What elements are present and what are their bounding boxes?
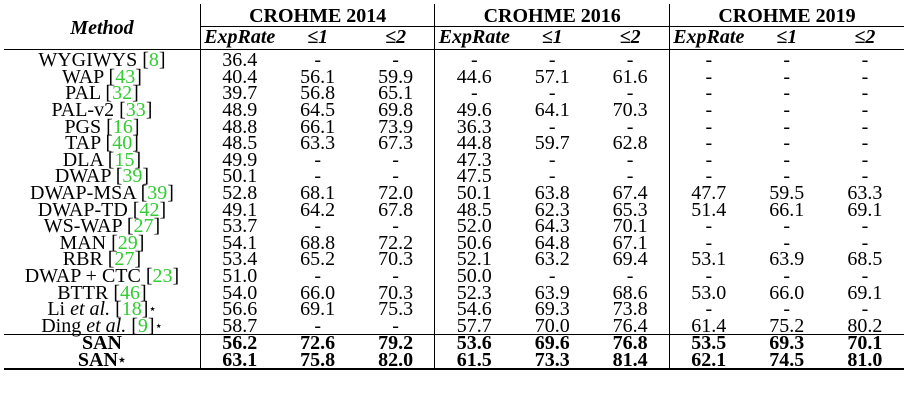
value-cell: 68.6 <box>612 281 648 304</box>
method-name: SAN <box>77 348 118 371</box>
method-name-cell: DWAP-TD [42] <box>37 198 167 221</box>
value-cell: 53.6 <box>435 335 513 352</box>
value-cell: - <box>669 301 747 318</box>
value-cell: 76.4 <box>612 314 648 337</box>
table-row <box>4 352 904 370</box>
method-name: RBR <box>62 248 103 271</box>
method-name: DLA <box>62 148 103 171</box>
value-cell: 53.5 <box>669 335 747 352</box>
value-cell: 69.1 <box>847 281 883 304</box>
method-name: MAN <box>59 231 107 254</box>
value-cell: 61.6 <box>612 65 648 88</box>
method-header: Method <box>4 4 200 50</box>
value-cell: 52.8 <box>200 185 278 202</box>
value-cell: 59.5 <box>769 182 805 205</box>
value-cell: - <box>783 49 791 72</box>
value-cell: - <box>548 115 556 138</box>
value-cell: 80.2 <box>847 314 883 337</box>
citation-link[interactable]: 43 <box>115 65 136 88</box>
value-cell: - <box>783 65 791 88</box>
value-cell: 64.3 <box>534 215 570 238</box>
value-cell: - <box>548 49 556 72</box>
method-name: PAL <box>65 82 101 105</box>
method-name-cell: WYGIWYS [8] <box>38 49 166 72</box>
value-cell: - <box>783 82 791 105</box>
citation-link[interactable]: 46 <box>120 281 141 304</box>
citation-link[interactable]: 8 <box>148 49 159 72</box>
value-cell: - <box>669 235 747 252</box>
value-cell: 52.0 <box>435 218 513 235</box>
value-cell: - <box>548 265 556 288</box>
citation-link[interactable]: 15 <box>114 148 135 171</box>
value-cell: 62.8 <box>612 132 648 155</box>
method-name: PAL-v2 <box>51 99 115 122</box>
value-cell: - <box>392 314 399 337</box>
value-cell: - <box>861 82 869 105</box>
value-cell: - <box>783 132 791 155</box>
value-cell: - <box>392 265 399 288</box>
value-cell: - <box>392 165 399 188</box>
value-cell: 49.9 <box>200 152 278 169</box>
value-cell: - <box>669 218 747 235</box>
value-cell: 72.6 <box>279 335 357 352</box>
citation-link[interactable]: 40 <box>112 132 133 155</box>
value-cell: 73.9 <box>378 115 414 138</box>
value-cell: 48.9 <box>200 102 278 119</box>
subheader-le1: ≤1 <box>279 27 357 50</box>
value-cell: - <box>669 168 747 185</box>
citation-link[interactable]: 39 <box>122 165 143 188</box>
value-cell: 57.1 <box>534 65 570 88</box>
value-cell: 66.0 <box>300 281 336 304</box>
citation-link[interactable]: 39 <box>147 182 168 205</box>
citation-link[interactable]: 32 <box>112 82 133 105</box>
value-cell: 53.7 <box>200 218 278 235</box>
value-cell: - <box>314 148 322 171</box>
value-cell: 50.0 <box>435 268 513 285</box>
value-cell: 40.4 <box>200 69 278 86</box>
method-name: SAN <box>81 332 122 355</box>
value-cell: 56.2 <box>200 335 278 352</box>
value-cell: 44.6 <box>435 69 513 86</box>
subheader-le1: ≤1 <box>513 27 591 50</box>
value-cell: 54.0 <box>200 284 278 301</box>
value-cell: 56.1 <box>300 65 336 88</box>
value-cell: 50.1 <box>435 185 513 202</box>
value-cell: 59.7 <box>534 132 570 155</box>
subheader-le2: ≤2 <box>591 27 669 50</box>
value-cell: 44.8 <box>435 135 513 152</box>
value-cell: 69.1 <box>300 298 336 321</box>
subheader-exprate: ExpRate <box>200 27 278 50</box>
value-cell: - <box>548 165 556 188</box>
method-name-cell: RBR [27] <box>62 248 142 271</box>
method-name: BTTR <box>57 281 109 304</box>
method-name: PGS <box>64 115 102 138</box>
value-cell: - <box>861 65 869 88</box>
value-cell: 68.5 <box>847 248 883 271</box>
star-marker: ⋆ <box>154 317 163 333</box>
value-cell: 53.4 <box>200 251 278 268</box>
citation-link[interactable]: 27 <box>114 248 135 271</box>
group-header-crohme-2016: CROHME 2016 <box>435 4 670 27</box>
method-name: WAP <box>62 65 104 88</box>
results-table-body <box>4 50 904 370</box>
value-cell: 47.7 <box>669 185 747 202</box>
value-cell: - <box>783 99 791 122</box>
value-cell: 53.1 <box>669 251 747 268</box>
value-cell: 63.8 <box>534 182 570 205</box>
value-cell: - <box>861 132 869 155</box>
value-cell: 73.8 <box>612 298 648 321</box>
value-cell: - <box>314 314 322 337</box>
method-name: DWAP-MSA <box>30 182 136 205</box>
method-name: WS-WAP <box>43 215 122 238</box>
value-cell: 81.0 <box>826 352 904 370</box>
method-name-cell: WAP [43] <box>62 65 142 88</box>
value-cell: 50.1 <box>200 168 278 185</box>
value-cell: 63.9 <box>769 248 805 271</box>
value-cell: 66.0 <box>769 281 805 304</box>
value-cell: 75.3 <box>378 298 414 321</box>
value-cell: 48.5 <box>200 135 278 152</box>
value-cell: 63.1 <box>200 352 278 370</box>
value-cell: - <box>783 265 791 288</box>
value-cell: - <box>861 115 869 138</box>
value-cell: 64.5 <box>300 99 336 122</box>
value-cell: - <box>783 298 791 321</box>
value-cell: 79.2 <box>357 335 435 352</box>
value-cell: 59.9 <box>378 65 414 88</box>
citation-link[interactable]: 42 <box>139 198 160 221</box>
value-cell: - <box>861 165 869 188</box>
value-cell: 61.5 <box>435 352 513 370</box>
value-cell: 67.4 <box>612 182 648 205</box>
method-name-cell: DLA [15] <box>62 148 142 171</box>
method-name-cell: WS-WAP [27] <box>43 215 161 238</box>
citation-link[interactable]: 29 <box>117 231 138 254</box>
value-cell: - <box>626 82 634 105</box>
value-cell: 39.7 <box>200 85 278 102</box>
value-cell: - <box>392 148 399 171</box>
value-cell: 67.1 <box>612 231 648 254</box>
method-name: DWAP <box>54 165 111 188</box>
value-cell: 67.8 <box>378 198 414 221</box>
value-cell: 48.8 <box>200 118 278 135</box>
value-cell: - <box>861 215 869 238</box>
value-cell: 69.3 <box>748 335 826 352</box>
method-name-cell: PAL [32] <box>65 82 139 105</box>
method-name: Ding <box>41 314 87 337</box>
value-cell: 70.1 <box>612 215 648 238</box>
value-cell: 69.8 <box>378 99 414 122</box>
value-cell: 47.5 <box>435 168 513 185</box>
value-cell: 62.1 <box>669 352 747 370</box>
value-cell: 72.0 <box>378 182 414 205</box>
value-cell: 52.1 <box>435 251 513 268</box>
citation-link[interactable]: 9 <box>137 314 148 337</box>
value-cell: - <box>626 165 634 188</box>
value-cell: 65.3 <box>612 198 648 221</box>
value-cell: 36.3 <box>435 118 513 135</box>
value-cell: - <box>669 268 747 285</box>
value-cell: 72.2 <box>378 231 414 254</box>
value-cell: - <box>392 49 399 72</box>
value-cell: 70.0 <box>534 314 570 337</box>
value-cell: - <box>392 215 399 238</box>
value-cell: - <box>626 148 634 171</box>
value-cell: - <box>669 102 747 119</box>
value-cell: 62.3 <box>534 198 570 221</box>
value-cell: - <box>861 298 869 321</box>
value-cell: - <box>626 115 634 138</box>
value-cell: - <box>861 231 869 254</box>
method-name-cell: TAP [40] <box>65 132 139 155</box>
value-cell: 56.8 <box>300 82 336 105</box>
table-row <box>4 102 904 119</box>
value-cell: - <box>783 165 791 188</box>
value-cell: - <box>669 135 747 152</box>
value-cell: - <box>669 85 747 102</box>
citation-link[interactable]: 33 <box>125 99 146 122</box>
value-cell: - <box>783 148 791 171</box>
star-marker: ⋆ <box>117 351 127 367</box>
method-name-cell: PGS [16] <box>64 115 140 138</box>
value-cell: 66.1 <box>300 115 336 138</box>
citation-link[interactable]: 27 <box>133 215 154 238</box>
method-name-cell: DWAP-MSA [39] <box>30 182 174 205</box>
value-cell: 50.6 <box>435 235 513 252</box>
group-header-crohme-2014: CROHME 2014 <box>200 4 435 27</box>
method-name: TAP <box>65 132 101 155</box>
value-cell: 54.6 <box>435 301 513 318</box>
method-name: DWAP-TD <box>37 198 128 221</box>
subheader-le2: ≤2 <box>826 27 904 50</box>
value-cell: 65.2 <box>300 248 336 271</box>
value-cell: 75.8 <box>279 352 357 370</box>
value-cell: 58.7 <box>200 318 278 335</box>
subheader-le1: ≤1 <box>748 27 826 50</box>
value-cell: - <box>435 50 513 69</box>
value-cell: 61.4 <box>669 318 747 335</box>
value-cell: - <box>669 152 747 169</box>
table-row <box>4 118 904 135</box>
value-cell: - <box>314 265 322 288</box>
method-name-italic: et al. <box>70 298 111 321</box>
citation-link[interactable]: 23 <box>152 265 173 288</box>
value-cell: 70.1 <box>826 335 904 352</box>
value-cell: 63.3 <box>300 132 336 155</box>
value-cell: 70.3 <box>378 281 414 304</box>
value-cell: - <box>783 115 791 138</box>
method-name-cell: DWAP + CTC [23] <box>24 265 180 288</box>
value-cell: 69.1 <box>847 198 883 221</box>
value-cell: 63.2 <box>534 248 570 271</box>
value-cell: 53.0 <box>669 284 747 301</box>
value-cell: 73.3 <box>513 352 591 370</box>
value-cell: - <box>783 231 791 254</box>
citation-link[interactable]: 18 <box>121 298 142 321</box>
value-cell: 56.6 <box>200 301 278 318</box>
value-cell: 67.3 <box>378 132 414 155</box>
value-cell: - <box>314 49 322 72</box>
value-cell: 69.4 <box>612 248 648 271</box>
results-table <box>4 4 904 370</box>
value-cell: - <box>669 50 747 69</box>
value-cell: 64.1 <box>534 99 570 122</box>
value-cell: 47.3 <box>435 152 513 169</box>
value-cell: - <box>669 69 747 86</box>
value-cell: 51.0 <box>200 268 278 285</box>
value-cell: 69.6 <box>513 335 591 352</box>
value-cell: - <box>548 148 556 171</box>
method-name: Li <box>47 298 71 321</box>
value-cell: 81.4 <box>591 352 669 370</box>
value-cell: - <box>548 82 556 105</box>
value-cell: 52.3 <box>435 284 513 301</box>
value-cell: 76.8 <box>591 335 669 352</box>
group-header-crohme-2019: CROHME 2019 <box>669 4 904 27</box>
value-cell: 66.1 <box>769 198 805 221</box>
method-name-cell: Li et al. [18]⋆ <box>47 298 157 321</box>
citation-link[interactable]: 16 <box>112 115 133 138</box>
value-cell: 68.8 <box>300 231 336 254</box>
value-cell: 54.1 <box>200 235 278 252</box>
value-cell: 82.0 <box>357 352 435 370</box>
value-cell: 57.7 <box>435 318 513 335</box>
value-cell: - <box>861 265 869 288</box>
value-cell: - <box>861 99 869 122</box>
method-name-italic: et al. <box>86 314 127 337</box>
subheader-le2: ≤2 <box>357 27 435 50</box>
value-cell: 48.5 <box>435 201 513 218</box>
value-cell: 70.3 <box>378 248 414 271</box>
method-name-cell: DWAP [39] <box>54 165 150 188</box>
value-cell: 74.5 <box>748 352 826 370</box>
method-name: DWAP + CTC <box>24 265 141 288</box>
value-cell: 70.3 <box>612 99 648 122</box>
method-name-cell <box>4 348 200 371</box>
value-cell: - <box>314 165 322 188</box>
value-cell: 64.2 <box>300 198 336 221</box>
value-cell: 63.3 <box>847 182 883 205</box>
value-cell: 51.4 <box>669 201 747 218</box>
subheader-exprate: ExpRate <box>435 27 513 50</box>
value-cell: 65.1 <box>378 82 414 105</box>
value-cell: - <box>861 49 869 72</box>
method-name: WYGIWYS <box>38 49 138 72</box>
value-cell: 63.9 <box>534 281 570 304</box>
star-marker: ⋆ <box>148 301 157 317</box>
value-cell: 49.6 <box>435 102 513 119</box>
value-cell: - <box>626 49 634 72</box>
value-cell: - <box>626 265 634 288</box>
method-name-cell: Ding et al. [9]⋆ <box>41 314 163 337</box>
value-cell: - <box>314 215 322 238</box>
method-name-cell: MAN [29] <box>59 231 145 254</box>
table-row <box>4 69 904 86</box>
value-cell: - <box>435 85 513 102</box>
subheader-exprate: ExpRate <box>669 27 747 50</box>
value-cell: 68.1 <box>300 182 336 205</box>
value-cell: 75.2 <box>769 314 805 337</box>
value-cell: 49.1 <box>200 201 278 218</box>
value-cell: - <box>669 118 747 135</box>
method-name-cell: PAL-v2 [33] <box>51 99 153 122</box>
value-cell: - <box>783 215 791 238</box>
value-cell: 36.4 <box>200 50 278 69</box>
value-cell: 64.8 <box>534 231 570 254</box>
method-name-cell: BTTR [46] <box>57 281 147 304</box>
value-cell: - <box>861 148 869 171</box>
value-cell: 69.3 <box>534 298 570 321</box>
